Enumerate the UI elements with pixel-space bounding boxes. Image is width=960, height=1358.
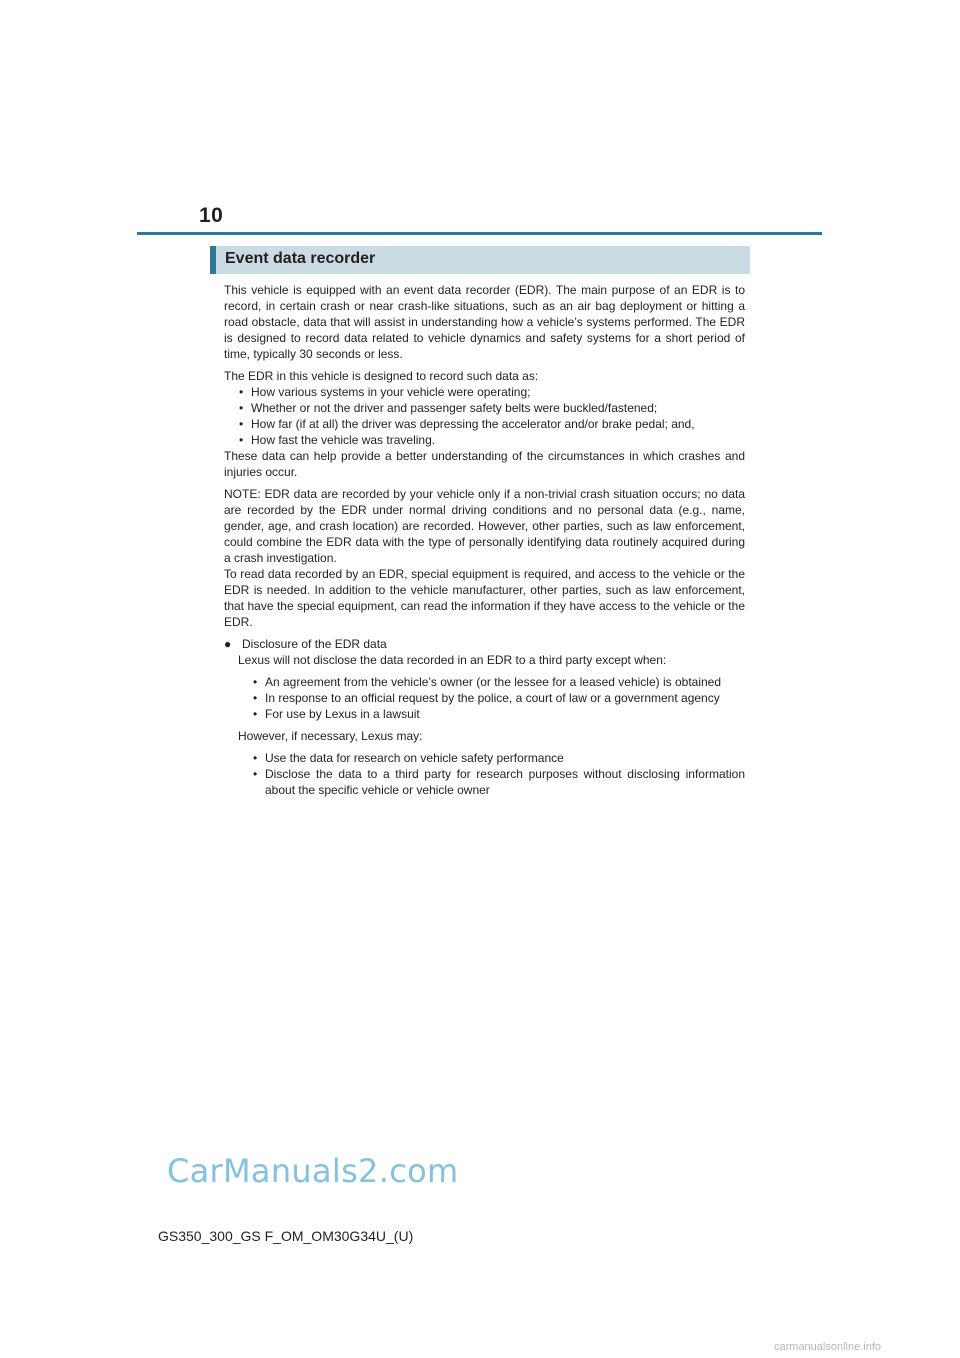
may-items-list (238, 750, 745, 798)
list-item: • How fast the vehicle was traveling. (239, 433, 436, 447)
list-item: • How far (if at all) the driver was depressing the accelerator and/or brake pedal; and, (239, 417, 695, 431)
understanding-paragraph: These data can help provide a better understanding of the circumstances in which crashes and injuries occur. (224, 449, 745, 479)
bullet-icon: • (239, 385, 244, 399)
read-data-paragraph: To read data recorded by an EDR, special equipment is required, and access to the vehicle or the EDR is needed. In addition to the vehicle manufacturer, other parties, such as law enforcement, that have the special equipment, can read the information if they have access to the vehicle or the EDR. (224, 567, 745, 629)
bullet-icon: • (253, 707, 258, 721)
bullet-icon: • (239, 401, 244, 415)
bullet-icon: • (253, 675, 258, 689)
exceptions-list (238, 674, 745, 722)
document-code: GS350_300_GS F_OM_OM30G34U_(U) (158, 1228, 414, 1244)
note-paragraph: NOTE: EDR data are recorded by your vehicle only if a non-trivial crash situation occurs; no data are recorded by the EDR under normal driving conditions and no personal data (e.g., name, gender, age, and crash location) are recorded. However, other parties, such as law enforcement, could combine the EDR data with the type of personally identifying data routinely acquired during a crash investigation. (224, 487, 745, 565)
disclosure-heading: Disclosure of the EDR data (242, 637, 387, 651)
circle-bullet-icon: ● (224, 637, 232, 651)
main-content (224, 282, 745, 804)
disclosure-body (224, 652, 745, 798)
header-rule (137, 232, 822, 235)
record-items-list (224, 384, 745, 448)
list-item: • An agreement from the vehicle’s owner (or the lessee for a leased vehicle) is obtained (253, 675, 722, 689)
corner-watermark: carmanualsonline.info (774, 1341, 882, 1353)
section-header (210, 246, 750, 274)
list-item: • Whether or not the driver and passenger safety belts were buckled/fastened; (239, 401, 658, 415)
disclosure-item (224, 636, 745, 652)
bullet-icon: • (253, 767, 258, 781)
carmanuals-watermark: CarManuals2.com (167, 1152, 459, 1190)
bullet-icon: • (253, 751, 258, 765)
intro-paragraph: This vehicle is equipped with an event data recorder (EDR). The main purpose of an EDR is to record, in certain crash or near crash-like situations, such as an air bag deployment or hitting a road obstacle, data that will assist in understanding how a vehicle’s systems performed. The EDR is designed to record data related to vehicle dynamics and safety systems for a short period of time, typically 30 seconds or less. (224, 283, 745, 361)
list-item: • For use by Lexus in a lawsuit (253, 707, 420, 721)
lead-paragraph: The EDR in this vehicle is designed to record such data as: (224, 369, 539, 383)
list-item: • Disclose the data to a third party for research purposes without disclosing information about the specific vehicle or vehicle owner (253, 767, 745, 797)
bullet-icon: • (239, 417, 244, 431)
however-paragraph: However, if necessary, Lexus may: (238, 729, 423, 743)
bullet-icon: • (239, 433, 244, 447)
list-item: • In response to an official request by the police, a court of law or a government agency (253, 691, 720, 705)
list-item: • How various systems in your vehicle were operating; (239, 385, 531, 399)
disclosure-intro: Lexus will not disclose the data recorded in an EDR to a third party except when: (238, 653, 667, 667)
page-number: 10 (199, 204, 224, 227)
section-title: Event data recorder (225, 250, 376, 267)
bullet-icon: • (253, 691, 258, 705)
list-item: • Use the data for research on vehicle safety performance (253, 751, 564, 765)
